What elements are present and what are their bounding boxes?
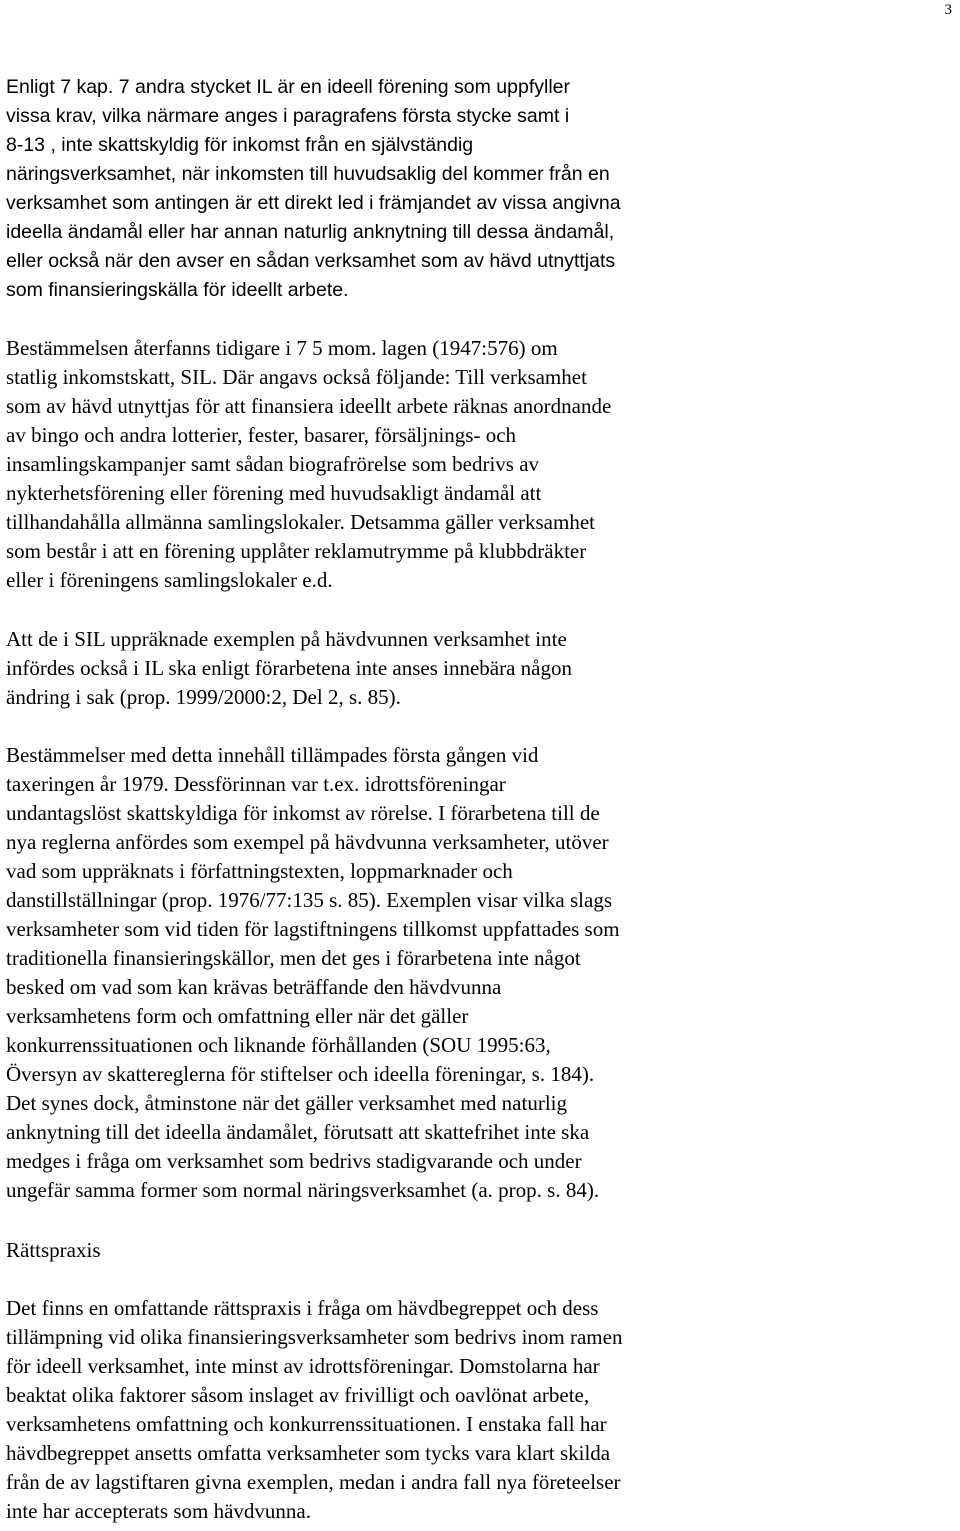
text-line: taxeringen år 1979. Dessförinnan var t.ex. idrottsföreningar: [6, 772, 506, 796]
text-line: eller också när den avser en sådan verksamhet som av hävd utnyttjats: [6, 250, 616, 272]
text-line: medges i fråga om verksamhet som bedrivs stadigvarande och under: [6, 1149, 582, 1173]
text-line: beaktat olika faktorer såsom inslaget av frivilligt och oavlönat arbete,: [6, 1383, 590, 1407]
text-line: av bingo och andra lotterier, fester, basarer, försäljnings- och: [6, 423, 517, 447]
text-line: inte har accepterats som hävdvunna.: [6, 1499, 311, 1523]
text-line: som finansieringskälla för ideellt arbete.: [6, 279, 349, 301]
text-line: ideella ändamål eller har annan naturlig anknytning till dessa ändamål,: [6, 221, 615, 243]
text-line: verksamheter som vid tiden för lagstiftningens tillkomst uppfattades som: [6, 917, 620, 941]
text-line: Bestämmelsen återfanns tidigare i 7 5 mom. lagen (1947:576) om: [6, 336, 558, 360]
text-line: nykterhetsförening eller förening med huvudsakligt ändamål att: [6, 481, 542, 505]
text-line: Det finns en omfattande rättspraxis i fråga om hävdbegreppet och dess: [6, 1296, 599, 1320]
text-line: som av hävd utnyttjas för att finansiera ideellt arbete räknas anordnande: [6, 394, 612, 418]
text-line: ändring i sak (prop. 1999/2000:2, Del 2, s. 85).: [6, 685, 401, 709]
text-line: anknytning till det ideella ändamålet, förutsatt att skattefrihet inte ska: [6, 1120, 590, 1144]
text-line: Bestämmelser med detta innehåll tillämpades första gången vid: [6, 743, 539, 767]
text-line: konkurrenssituationen och liknande förhållanden (SOU 1995:63,: [6, 1033, 551, 1057]
text-line: tillämpning vid olika finansieringsverksamheter som bedrivs inom ramen: [6, 1325, 623, 1349]
text-line: för ideell verksamhet, inte minst av idrottsföreningar. Domstolarna har: [6, 1354, 600, 1378]
text-line: infördes också i IL ska enligt förarbetena inte anses innebära någon: [6, 656, 573, 680]
text-line: traditionella finansieringskällor, men det ges i förarbetena inte något: [6, 946, 581, 970]
text-line: Att de i SIL uppräknade exemplen på hävdvunnen verksamhet inte: [6, 627, 567, 651]
text-line: Enligt 7 kap. 7 andra stycket IL är en ideell förening som uppfyller: [6, 76, 571, 98]
text-line: danstillställningar (prop. 1976/77:135 s. 85). Exemplen visar vilka slags: [6, 888, 612, 912]
text-line: verksamhetens omfattning och konkurrenssituationen. I enstaka fall har: [6, 1412, 607, 1436]
text-line: besked om vad som kan krävas beträffande den hävdvunna: [6, 975, 502, 999]
text-line: eller i föreningens samlingslokaler e.d.: [6, 568, 333, 592]
text-line: nya reglerna anfördes som exempel på hävdvunna verksamheter, utöver: [6, 830, 609, 854]
text-line: verksamhet som antingen är ett direkt led i främjandet av vissa angivna: [6, 192, 621, 214]
text-line: undantagslöst skattskyldiga för inkomst av rörelse. I förarbetena till de: [6, 801, 600, 825]
text-line: som består i att en förening upplåter reklamutrymme på klubbdräkter: [6, 539, 587, 563]
text-line: insamlingskampanjer samt sådan biografrörelse som bedrivs av: [6, 452, 540, 476]
text-line: vissa krav, vilka närmare anges i paragrafens första stycke samt i: [6, 105, 570, 127]
text-line: Det synes dock, åtminstone när det gäller verksamhet med naturlig: [6, 1091, 568, 1115]
text-line: Översyn av skattereglerna för stiftelser och ideella föreningar, s. 184).: [6, 1062, 595, 1086]
text-line: 8-13 , inte skattskyldig för inkomst från en självständig: [6, 134, 474, 156]
text-line: vad som uppräknats i författningstexten, loppmarknader och: [6, 859, 513, 883]
text-line: tillhandahålla allmänna samlingslokaler. Detsamma gäller verksamhet: [6, 510, 595, 534]
text-line: ungefär samma former som normal näringsverksamhet (a. prop. s. 84).: [6, 1178, 600, 1202]
text-line: verksamhetens form och omfattning eller när det gäller: [6, 1004, 469, 1028]
text-line: hävdbegreppet ansetts omfatta verksamheter som tycks vara klart skilda: [6, 1441, 611, 1465]
text-line: från de av lagstiftaren givna exemplen, medan i andra fall nya företeelser: [6, 1470, 621, 1494]
text-line: statlig inkomstskatt, SIL. Där angavs också följande: Till verksamhet: [6, 365, 587, 389]
section-heading: Rättspraxis: [6, 1238, 101, 1262]
page-number: 3: [944, 2, 952, 18]
text-line: näringsverksamhet, när inkomsten till huvudsaklig del kommer från en: [6, 163, 610, 185]
